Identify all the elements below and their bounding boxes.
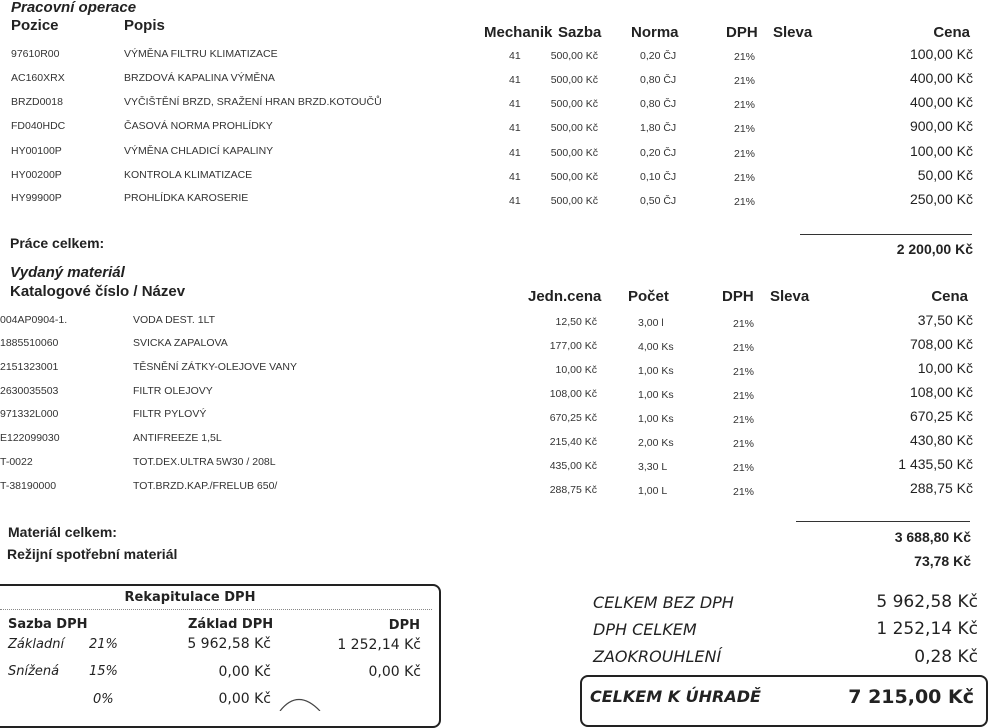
col-header-dph: DPH bbox=[726, 24, 758, 41]
material-total-label: Materiál celkem: bbox=[8, 524, 117, 540]
row-pocet: 2,00 Ks bbox=[638, 437, 674, 449]
row-sazba: 500,00 Kč bbox=[550, 122, 598, 134]
row-cislo: T-0022 bbox=[0, 456, 33, 468]
row-dph: 21% bbox=[733, 438, 755, 450]
row-dph: 21% bbox=[734, 148, 756, 160]
row-pozice: FD040HDC bbox=[11, 120, 66, 132]
vat-recap-title: Rekapitulace DPH bbox=[124, 590, 256, 605]
row-mechanik: 41 bbox=[509, 122, 521, 134]
row-sazba: 500,00 Kč bbox=[550, 147, 598, 159]
labor-total-label: Práce celkem: bbox=[10, 235, 105, 251]
row-dph: 21% bbox=[734, 196, 756, 208]
total-dph-value: 1 252,14 Kč bbox=[876, 619, 978, 639]
row-norma: 0,20 ČJ bbox=[640, 50, 677, 62]
row-cena: 37,50 Kč bbox=[917, 312, 973, 328]
row-dph: 21% bbox=[733, 462, 755, 474]
row-pocet: 1,00 Ks bbox=[638, 365, 674, 377]
row-cena: 50,00 Kč bbox=[917, 167, 973, 183]
labor-total-rule bbox=[800, 234, 972, 235]
row-nazev: VODA DEST. 1LT bbox=[133, 314, 216, 326]
row-mechanik: 41 bbox=[509, 147, 521, 159]
row-sazba: 500,00 Kč bbox=[550, 171, 598, 183]
col-header-jedn-cena: Jedn.cena bbox=[528, 288, 602, 305]
row-dph: 21% bbox=[734, 51, 756, 63]
row-cislo: 004AP0904-1. bbox=[0, 314, 68, 326]
col-header-katalog: Katalogové číslo / Název bbox=[10, 283, 186, 300]
final-total-value: 7 215,00 Kč bbox=[848, 686, 974, 708]
col-header-sleva: Sleva bbox=[770, 288, 810, 305]
row-pozice: BRZD0018 bbox=[11, 96, 63, 108]
row-cena: 108,00 Kč bbox=[909, 384, 973, 400]
recap-row-rate: 15% bbox=[89, 664, 118, 679]
total-dph-label: DPH CELKEM bbox=[593, 620, 697, 639]
recap-col-header-dph: DPH bbox=[388, 618, 420, 633]
row-dph: 21% bbox=[733, 318, 755, 330]
recap-row-rate: 21% bbox=[89, 637, 118, 652]
row-jedn-cena: 10,00 Kč bbox=[555, 364, 597, 376]
row-norma: 0,80 ČJ bbox=[640, 98, 677, 110]
stamp-arc bbox=[278, 694, 322, 711]
row-cena: 10,00 Kč bbox=[917, 360, 973, 376]
row-jedn-cena: 215,40 Kč bbox=[549, 436, 597, 448]
recap-row-zaklad: 5 962,58 Kč bbox=[187, 636, 271, 652]
row-mechanik: 41 bbox=[509, 171, 521, 183]
row-popis: VÝMĚNA CHLADICÍ KAPALINY bbox=[124, 145, 274, 157]
row-pocet: 1,00 Ks bbox=[638, 413, 674, 425]
col-header-cena: Cena bbox=[931, 288, 968, 305]
row-nazev: FILTR OLEJOVY bbox=[133, 385, 213, 397]
row-nazev: TOT.BRZD.KAP./FRELUB 650/ bbox=[133, 480, 278, 492]
row-sazba: 500,00 Kč bbox=[550, 195, 598, 207]
row-norma: 1,80 ČJ bbox=[640, 122, 677, 134]
row-pozice: HY99900P bbox=[11, 192, 62, 204]
row-norma: 0,50 ČJ bbox=[640, 195, 677, 207]
row-cislo: 2630035503 bbox=[0, 385, 59, 397]
col-header-mechanik: Mechanik bbox=[484, 24, 553, 41]
recap-row-zaklad: 0,00 Kč bbox=[218, 664, 271, 680]
row-pozice: AC160XRX bbox=[11, 72, 65, 84]
row-mechanik: 41 bbox=[509, 98, 521, 110]
row-mechanik: 41 bbox=[509, 195, 521, 207]
row-jedn-cena: 177,00 Kč bbox=[549, 340, 597, 352]
col-header-cena: Cena bbox=[933, 24, 970, 41]
row-sazba: 500,00 Kč bbox=[550, 50, 598, 62]
row-cena: 900,00 Kč bbox=[909, 118, 973, 134]
row-dph: 21% bbox=[734, 75, 756, 87]
row-jedn-cena: 435,00 Kč bbox=[549, 460, 597, 472]
recap-col-header-zaklad: Základ DPH bbox=[188, 617, 274, 632]
col-header-popis: Popis bbox=[124, 17, 165, 34]
recap-row-rate: 0% bbox=[93, 692, 114, 707]
row-popis: BRZDOVÁ KAPALINA VÝMĚNA bbox=[124, 72, 275, 84]
row-cena: 100,00 Kč bbox=[909, 143, 973, 159]
labor-total-value: 2 200,00 Kč bbox=[896, 241, 973, 257]
row-jedn-cena: 670,25 Kč bbox=[549, 412, 597, 424]
recap-col-header-sazba: Sazba DPH bbox=[8, 617, 88, 632]
col-header-pozice: Pozice bbox=[11, 17, 59, 34]
row-cena: 430,80 Kč bbox=[909, 432, 973, 448]
row-pozice: 97610R00 bbox=[11, 48, 60, 60]
row-sazba: 500,00 Kč bbox=[550, 98, 598, 110]
total-bez-dph-value: 5 962,58 Kč bbox=[876, 592, 978, 612]
row-pocet: 4,00 Ks bbox=[638, 341, 674, 353]
row-dph: 21% bbox=[733, 414, 755, 426]
final-total-label: CELKEM K ÚHRADĚ bbox=[590, 687, 761, 706]
row-dph: 21% bbox=[733, 366, 755, 378]
row-popis: VÝMĚNA FILTRU KLIMATIZACE bbox=[124, 48, 278, 60]
row-cena: 288,75 Kč bbox=[909, 480, 973, 496]
row-dph: 21% bbox=[734, 172, 756, 184]
row-cislo: T-38190000 bbox=[0, 480, 57, 492]
recap-row-zaklad: 0,00 Kč bbox=[218, 691, 271, 707]
row-dph: 21% bbox=[733, 486, 755, 498]
row-nazev: TOT.DEX.ULTRA 5W30 / 208L bbox=[133, 456, 276, 468]
row-cena: 708,00 Kč bbox=[909, 336, 973, 352]
recap-row-label: Základní bbox=[8, 637, 65, 652]
row-mechanik: 41 bbox=[509, 74, 521, 86]
row-cena: 100,00 Kč bbox=[909, 46, 973, 62]
row-nazev: FILTR PYLOVÝ bbox=[133, 408, 207, 420]
row-cislo: E122099030 bbox=[0, 432, 60, 444]
row-jedn-cena: 108,00 Kč bbox=[549, 388, 597, 400]
row-dph: 21% bbox=[733, 390, 755, 402]
col-header-sazba: Sazba bbox=[558, 24, 602, 41]
row-norma: 0,10 ČJ bbox=[640, 171, 677, 183]
row-pozice: HY00100P bbox=[11, 145, 62, 157]
vat-recap-divider bbox=[0, 609, 432, 610]
row-cena: 400,00 Kč bbox=[909, 70, 973, 86]
overhead-value: 73,78 Kč bbox=[914, 553, 971, 569]
row-pocet: 3,30 L bbox=[638, 461, 668, 473]
row-jedn-cena: 288,75 Kč bbox=[549, 484, 597, 496]
row-pocet: 3,00 l bbox=[638, 317, 664, 329]
recap-row-dph: 1 252,14 Kč bbox=[337, 637, 421, 653]
row-mechanik: 41 bbox=[509, 50, 521, 62]
row-dph: 21% bbox=[733, 342, 755, 354]
row-dph: 21% bbox=[734, 123, 756, 135]
row-cislo: 1885510060 bbox=[0, 337, 59, 349]
total-bez-dph-label: CELKEM BEZ DPH bbox=[593, 593, 734, 612]
row-popis: ČASOVÁ NORMA PROHLÍDKY bbox=[124, 120, 273, 132]
row-popis: PROHLÍDKA KAROSERIE bbox=[124, 192, 249, 204]
row-cislo: 971332L000 bbox=[0, 408, 59, 420]
labor-section-title: Pracovní operace bbox=[11, 0, 137, 16]
row-jedn-cena: 12,50 Kč bbox=[555, 316, 597, 328]
row-pocet: 1,00 L bbox=[638, 485, 668, 497]
overhead-label: Režijní spotřební materiál bbox=[7, 546, 178, 562]
row-nazev: ANTIFREEZE 1,5L bbox=[133, 432, 222, 444]
recap-row-label: Snížená bbox=[8, 664, 60, 679]
material-section-title: Vydaný materiál bbox=[10, 264, 125, 281]
recap-row-dph: 0,00 Kč bbox=[368, 664, 421, 680]
row-popis: VYČIŠTĚNÍ BRZD, SRAŽENÍ HRAN BRZD.KOTOUČŮ bbox=[124, 96, 382, 108]
row-pocet: 1,00 Ks bbox=[638, 389, 674, 401]
row-dph: 21% bbox=[734, 99, 756, 111]
row-cena: 1 435,50 Kč bbox=[898, 456, 973, 472]
row-nazev: TĚSNĚNÍ ZÁTKY-OLEJOVE VANY bbox=[133, 361, 297, 373]
col-header-pocet: Počet bbox=[628, 288, 669, 305]
col-header-norma: Norma bbox=[631, 24, 679, 41]
row-cena: 400,00 Kč bbox=[909, 94, 973, 110]
total-zaokr-value: 0,28 Kč bbox=[914, 647, 978, 667]
col-header-sleva: Sleva bbox=[773, 24, 813, 41]
col-header-dph: DPH bbox=[722, 288, 754, 305]
row-pozice: HY00200P bbox=[11, 169, 62, 181]
row-nazev: SVICKA ZAPALOVA bbox=[133, 337, 228, 349]
row-cena: 250,00 Kč bbox=[909, 191, 973, 207]
row-cislo: 2151323001 bbox=[0, 361, 59, 373]
row-norma: 0,80 ČJ bbox=[640, 74, 677, 86]
row-sazba: 500,00 Kč bbox=[550, 74, 598, 86]
material-total-rule bbox=[796, 521, 970, 522]
row-cena: 670,25 Kč bbox=[909, 408, 973, 424]
total-zaokr-label: ZAOKROUHLENÍ bbox=[593, 647, 722, 666]
material-total-value: 3 688,80 Kč bbox=[894, 529, 971, 545]
row-popis: KONTROLA KLIMATIZACE bbox=[124, 169, 253, 181]
row-norma: 0,20 ČJ bbox=[640, 147, 677, 159]
